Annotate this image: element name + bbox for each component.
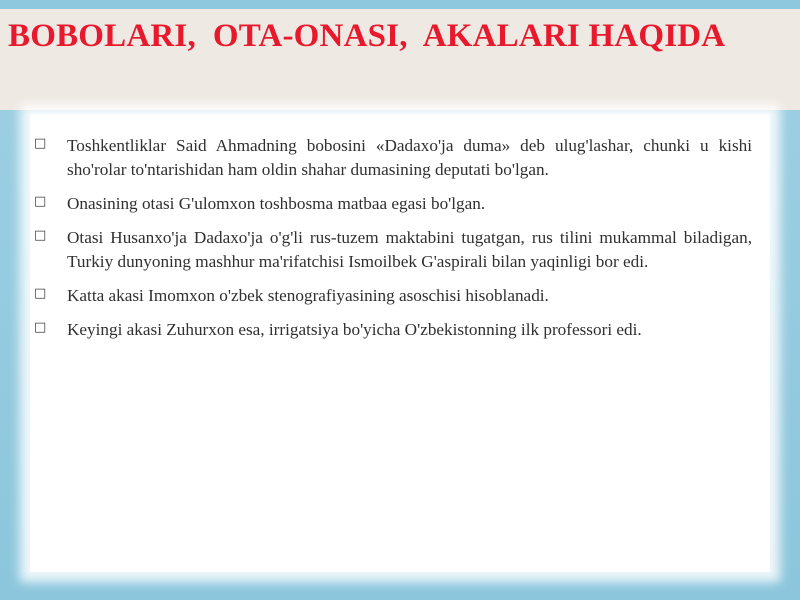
bullet-item-next-brother	[34, 318, 752, 342]
bullet-text: Otasi Husanxo'ja Dadaxo'ja o'g'li rus-tuzem maktabini tugatgan, rus tilini mukammal biladigan, Turkiy dunyoning mashhur ma'rifatchisi Ismoilbek G'aspirali bilan yaqinligi bor edi.	[67, 228, 752, 271]
bullet-list	[34, 134, 752, 352]
bullet-item-elder-brother	[34, 284, 752, 308]
bullet-item-father	[34, 226, 752, 274]
square-bullet-icon: □	[34, 228, 47, 243]
bullet-text: Toshkentliklar Said Ahmadning bobosini «Dadaxo'ja duma» deb ulug'lashar, chunki u kishi sho'rolar to'ntarishidan ham oldin shahar dumasining deputati bo'lgan.	[67, 136, 752, 179]
slide-title: BOBOLARI, OTA-ONASI, AKALARI HAQIDA	[8, 18, 726, 54]
bullet-text: Keyingi akasi Zuhurxon esa, irrigatsiya bo'yicha O'zbekistonning ilk professori edi.	[67, 320, 642, 339]
bullet-text: Onasining otasi G'ulomxon toshbosma matbaa egasi bo'lgan.	[67, 194, 486, 213]
bullet-text: Katta akasi Imomxon o'zbek stenografiyasining asoschisi hisoblanadi.	[67, 286, 549, 305]
bullet-item-grandfather	[34, 134, 752, 182]
square-bullet-icon: □	[34, 136, 47, 151]
square-bullet-icon: □	[34, 194, 47, 209]
square-bullet-icon: □	[34, 320, 47, 335]
square-bullet-icon: □	[34, 286, 47, 301]
bullet-item-maternal-grandfather	[34, 192, 752, 216]
top-border-strip	[0, 0, 800, 9]
